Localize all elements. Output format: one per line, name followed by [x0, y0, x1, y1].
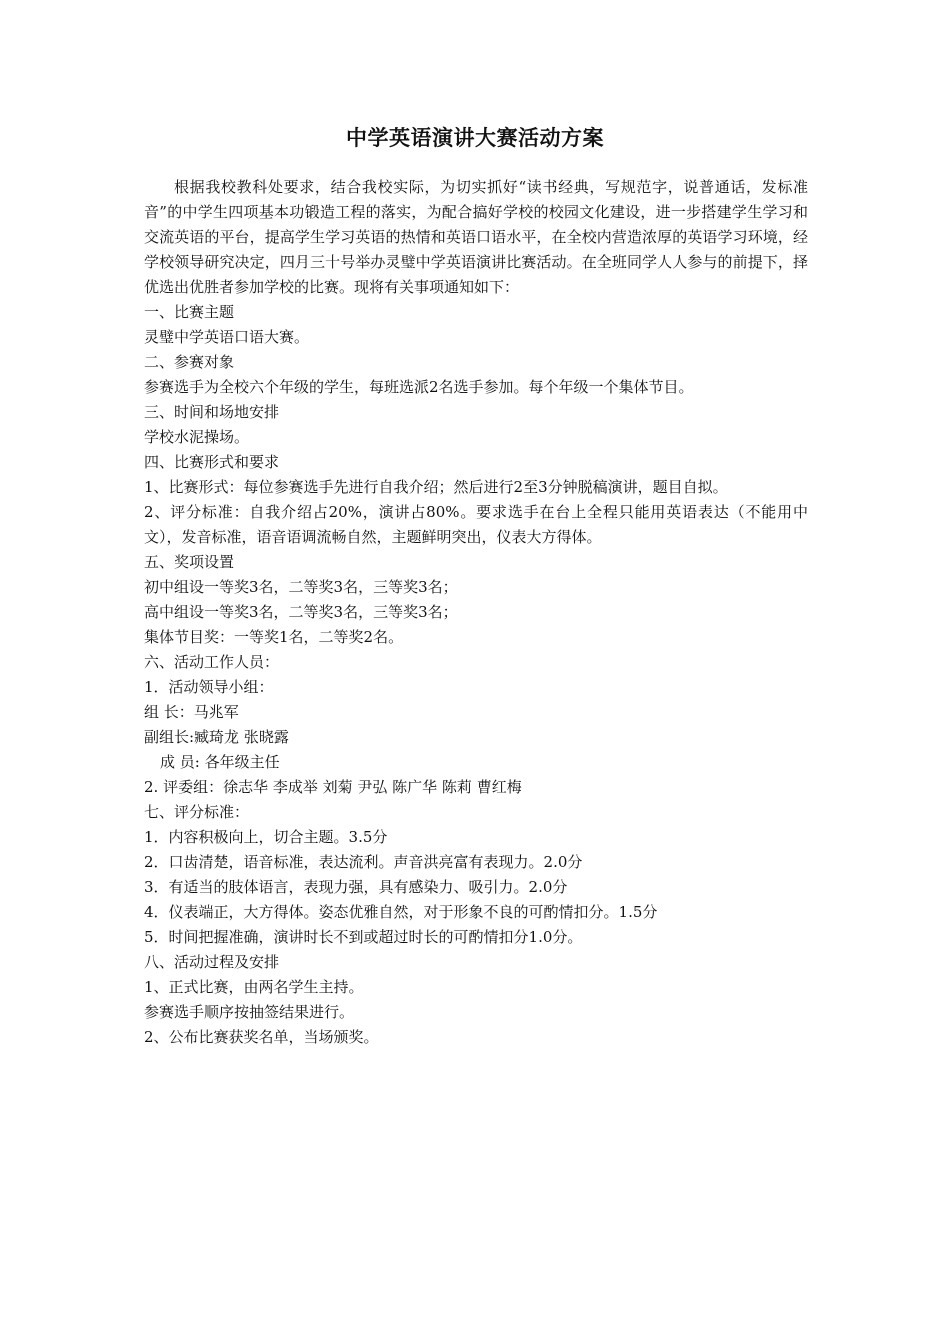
section-heading-theme: 一、比赛主题 — [144, 303, 235, 321]
process-item-1: 1、正式比赛，由两名学生主持。 — [144, 978, 364, 996]
process-order: 参赛选手顺序按抽签结果进行。 — [144, 1003, 355, 1021]
section-heading-process: 八、活动过程及安排 — [144, 953, 280, 971]
scoring-item-2: 2．口齿清楚，语音标准，表达流利。声音洪亮富有表现力。2.0分 — [144, 853, 583, 871]
process-item-2: 2、公布比赛获奖名单，当场颁奖。 — [144, 1028, 379, 1046]
theme-text: 灵璧中学英语口语大赛。 — [144, 328, 310, 346]
document-body — [144, 175, 808, 1050]
section-heading-scoring: 七、评分标准： — [144, 803, 250, 821]
staff-leader: 组 长：马兆军 — [144, 703, 239, 721]
document-title: 中学英语演讲大赛活动方案 — [346, 125, 604, 150]
participants-text: 参赛选手为全校六个年级的学生，每班选派2名选手参加。每个年级一个集体节目。 — [144, 378, 694, 396]
section-heading-staff: 六、活动工作人员： — [144, 653, 280, 671]
intro-paragraph: 根据我校教科处要求，结合我校实际，为切实抓好“读书经典，写规范字，说普通话，发标准音”的中学生四项基本功锻造工程的落实，为配合搞好学校的校园文化建设，进一步搭建学生学习和交流英语的平台，提高学生学习英语的热情和英语口语水平，在全校内营造浓厚的英语学习环境，经学校领导研究决定，四月三十号举办灵璧中学英语演讲比赛活动。在全班同学人人参与的前提下，择优选出优胜者参加学校的比赛。现将有关事项通知如下： — [144, 178, 808, 296]
awards-group: 集体节目奖：一等奖1名，二等奖2名。 — [144, 628, 404, 646]
section-heading-awards: 五、奖项设置 — [144, 553, 235, 571]
venue-text: 学校水泥操场。 — [144, 428, 250, 446]
staff-deputy: 副组长:臧琦龙 张晓露 — [144, 728, 289, 746]
scoring-item-3: 3．有适当的肢体语言，表现力强，具有感染力、吸引力。2.0分 — [144, 878, 568, 896]
format-item-1: 1、比赛形式：每位参赛选手先进行自我介绍；然后进行2至3分钟脱稿演讲，题目自拟。 — [144, 478, 728, 496]
scoring-item-4: 4．仪表端正，大方得体。姿态优雅自然，对于形象不良的可酌情扣分。1.5分 — [144, 903, 658, 921]
awards-junior: 初中组设一等奖3名，二等奖3名，三等奖3名； — [144, 578, 458, 596]
section-heading-participants: 二、参赛对象 — [144, 353, 235, 371]
awards-senior: 高中组设一等奖3名，二等奖3名，三等奖3名； — [144, 603, 458, 621]
staff-leadership: 1．活动领导小组： — [144, 678, 274, 696]
scoring-item-5: 5．时间把握准确，演讲时长不到或超过时长的可酌情扣分1.0分。 — [144, 928, 583, 946]
format-item-2: 2、评分标准：自我介绍占20%，演讲占80%。要求选手在台上全程只能用英语表达（不能用中文），发音标准，语音语调流畅自然，主题鲜明突出，仪表大方得体。 — [144, 503, 808, 546]
scoring-item-1: 1．内容积极向上，切合主题。3.5分 — [144, 828, 388, 846]
staff-judges: 2. 评委组：徐志华 李成举 刘菊 尹弘 陈广华 陈莉 曹红梅 — [144, 778, 522, 796]
section-heading-time-venue: 三、时间和场地安排 — [144, 403, 280, 421]
section-heading-format: 四、比赛形式和要求 — [144, 453, 280, 471]
staff-members: 成 员: 各年级主任 — [160, 753, 280, 771]
